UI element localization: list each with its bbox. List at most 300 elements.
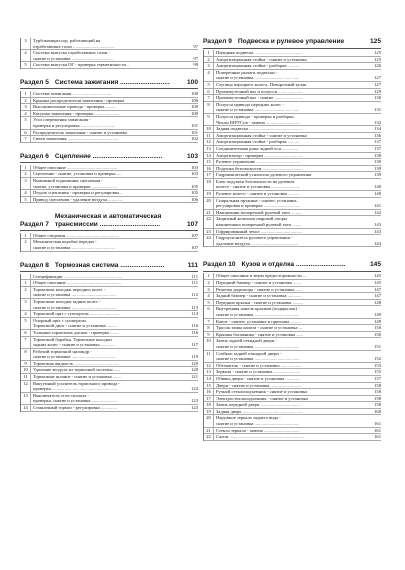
entry-page: 143 (374, 222, 381, 228)
section-title: Кузов и отделка ........................... (241, 261, 346, 269)
entry-number: 22 (204, 434, 214, 440)
entry-page: 142 (374, 209, 381, 215)
entry-title: Опорный щит с суппортом. Тормозной диск - снятие и установка ......... (33, 317, 118, 329)
toc-entry (204, 383, 381, 390)
entry-title: Полуоси привода передних колес - снятие и установка ....................................... (216, 101, 300, 113)
entry-page: 141 (374, 203, 381, 209)
entry-number: 8 (21, 349, 31, 360)
entry-page: 129 (374, 88, 381, 94)
entry-title: Замок задней откидной двери - снятие и установка ....................................... (216, 338, 300, 349)
entry-title: Наконечник поперечной рулевой тяги ......... (216, 209, 302, 215)
entry-page: 137 (374, 139, 381, 145)
entry-title: Капот - снятие, установка и пригонка ......... (216, 318, 301, 324)
entry-page: 116 (191, 323, 198, 329)
toc-entry (21, 190, 198, 197)
toc-entry (21, 197, 198, 204)
toc-entry (204, 287, 381, 294)
section-title: Тормозная система ........................ (54, 261, 165, 269)
toc-entry (21, 62, 198, 69)
entry-number: 19 (204, 409, 214, 415)
entry-page: 137 (374, 145, 381, 151)
entry-title: Механическая коробка передач - снятие и установка ...................................... (33, 239, 116, 250)
toc-entry (204, 280, 381, 287)
entry-title: Блок подушки безопасности на рулевом колесе - снятие и установка ......................... (216, 178, 300, 190)
entry-number: 11 (204, 133, 214, 139)
toc-section (203, 261, 381, 440)
entry-page: 112 (191, 292, 198, 298)
entry-page: 143 (374, 228, 381, 234)
entry-number: 6 (21, 130, 31, 136)
section-heading (203, 38, 381, 49)
entry-page: 149 (374, 318, 381, 324)
entry-page: 158 (374, 382, 381, 388)
toc-entry (21, 111, 198, 118)
right-column (203, 38, 381, 451)
entry-title: Тормозной щит с суппортом .......................... (33, 311, 120, 317)
toc-entry (204, 409, 381, 416)
entry-number: 23 (204, 229, 214, 235)
toc-entry (21, 233, 198, 240)
entry-title: Зеркала - снятие и установка ....................... (216, 369, 301, 375)
entry-page: 119 (191, 354, 198, 360)
section-entries (20, 274, 198, 412)
toc-entry (204, 191, 381, 198)
entry-page: 158 (374, 395, 381, 401)
toc-entry (204, 389, 381, 396)
entry-title: Система выпуска отработавших газов - снятие и установка .................................... (33, 50, 113, 61)
entry-title: Передняя подвеска .......................................... (216, 50, 303, 55)
entry-number: 24 (204, 235, 214, 246)
toc-section (20, 262, 198, 412)
entry-title: Выключатель стоп-сигнала - проверка, снятие и установка ...................... (33, 392, 117, 404)
toc-entry (21, 393, 198, 405)
entry-title: Педаль сцепления - проверка и регулировка .. (33, 190, 123, 196)
toc-entry (21, 136, 198, 143)
entry-title: Амортизационная стойка - разборка .......... (216, 139, 300, 145)
entry-page: 99 (193, 62, 198, 68)
entry-number: 2 (204, 280, 214, 286)
entry-page: 131 (374, 107, 381, 113)
entry-title: Рулевое управление ...................................... (216, 159, 300, 165)
entry-page: 147 (374, 286, 381, 292)
entry-title: Поперечные рычаги подвески - снятие и установка ....................................... (216, 69, 300, 81)
entry-number: 5 (21, 197, 31, 203)
toc-entry (204, 415, 381, 427)
entry-number: 1 (21, 91, 31, 97)
entry-page: 153 (374, 362, 381, 368)
toc-entry (204, 306, 381, 318)
toc-entry (21, 299, 198, 311)
entry-title: Тросик замка капота - снятие и установка ... (216, 325, 303, 331)
toc-entry (204, 369, 381, 376)
toc-entry (204, 396, 381, 403)
section-page: 103 (186, 152, 198, 160)
toc-entry (21, 98, 198, 105)
entry-number: 14 (204, 153, 214, 159)
entry-number: 21 (204, 210, 214, 216)
toc-entry (204, 102, 381, 114)
entry-title: Стойкоп задней откидной двери - снятие и установка ....................................... (216, 350, 300, 362)
toc-entry (204, 89, 381, 96)
toc-entry (21, 239, 198, 251)
entry-page: 158 (374, 402, 381, 408)
section-number: Раздел 9 (203, 38, 232, 45)
entry-number: 12 (204, 363, 214, 369)
entry-page: 100 (191, 110, 198, 116)
toc-entry (204, 402, 381, 409)
toc-entry (204, 63, 381, 70)
entry-page: 97 (193, 43, 198, 49)
entry-title: Удаление воздуха из тормозной системы ...... (33, 367, 121, 373)
entry-title: Подушка безопасности ................................... (216, 165, 303, 171)
entry-page: 161 (374, 434, 381, 440)
entry-number: 7 (204, 95, 214, 101)
entry-number: 5 (204, 82, 214, 88)
entry-title: Наружное зеркало заднего вида - снятие и установка ....................................... (216, 415, 300, 427)
toc-entry (21, 280, 198, 287)
entry-number: 2 (21, 287, 31, 298)
entry-title: Задний бампер - снятие и установка ............ (216, 293, 302, 299)
entry-number: 2 (21, 98, 31, 104)
entry-number: 21 (204, 428, 214, 434)
entry-number: 9 (204, 332, 214, 338)
toc-entry (21, 381, 198, 393)
toc-entry (21, 165, 198, 172)
entry-number: 9 (21, 361, 31, 367)
entry-number: 4 (21, 190, 31, 196)
entry-title: Обтекатель - снятие и установка .................. (216, 362, 302, 368)
toc-entry (204, 166, 381, 173)
toc-entry (204, 376, 381, 383)
entry-title: Крышка багажника - снятие и установка ...... (216, 331, 304, 337)
toc-entry (21, 178, 198, 190)
entry-number: 8 (204, 325, 214, 331)
entry-page: 126 (374, 63, 381, 69)
entry-title: Замок передней двери ................................... (216, 402, 301, 408)
entry-page: 158 (374, 389, 381, 395)
toc-entry (21, 367, 198, 374)
entry-title: Спиральная пружина - снятие, установка, регулировка и проверка ................................ (216, 197, 301, 209)
entry-title: Амортизационная стойка - снятие и установка (216, 56, 307, 62)
entry-title: Система зажигания .................................. (33, 90, 112, 96)
entry-title: Решетка радиатора - снятие и установка ...... (216, 286, 303, 292)
entry-title: Выжимной подшипник сцепления - снятие, установка и проверка ...................... (33, 177, 117, 189)
entry-number: 5 (204, 300, 214, 306)
toc-entry (21, 311, 198, 318)
entry-title: Общее описание ............................................... (33, 280, 121, 286)
entry-page: 148 (374, 299, 381, 305)
toc-entry (204, 273, 381, 280)
entry-title: Защитный колпачок шаровой опоры наконечника поперечной рулевой тяги ........ (216, 216, 302, 228)
section-number: Раздел 5 (20, 78, 49, 86)
entry-number: 9 (204, 114, 214, 125)
toc-entry (204, 338, 381, 350)
entry-page: 106 (191, 196, 198, 202)
entry-page: 122 (191, 386, 198, 392)
toc-entry (21, 337, 198, 349)
entry-title: Амортизационная стойка - снятие и установка (216, 132, 307, 138)
toc-entry (204, 70, 381, 82)
entry-title: Передний бампер - снятие и установка ....... (216, 280, 302, 285)
toc-entry (204, 332, 381, 339)
toc-entry (204, 153, 381, 160)
section-number: Раздел 6 (20, 152, 49, 160)
entry-page: 121 (191, 374, 198, 380)
entry-page: 123 (191, 405, 198, 411)
entry-title: Толщина тормозных дисков - проверка ....... (33, 329, 119, 335)
toc-section (20, 79, 198, 143)
entry-number: 8 (204, 102, 214, 113)
entry-page: 120 (191, 367, 198, 373)
entry-page: 117 (191, 342, 198, 348)
entry-title: Ручной стеклоподъемник - снятие и установка (216, 389, 308, 395)
continued-entries (20, 38, 198, 69)
entry-number: 5 (21, 117, 31, 128)
entry-page: 150 (374, 331, 381, 337)
entry-number: 2 (204, 57, 214, 63)
section-entries (20, 165, 198, 204)
entry-page: 161 (374, 427, 381, 433)
section-entries (20, 233, 198, 252)
entry-page: 132 (374, 119, 381, 125)
entry-title: Общее описание ............................................ (33, 164, 118, 170)
entry-page: 113 (191, 304, 198, 310)
entry-title: Стекло зеркала - замена ............................... (216, 427, 300, 433)
entry-page: 161 (374, 421, 381, 427)
toc-entry (204, 351, 381, 363)
entry-page: 127 (374, 81, 381, 87)
entry-title: Катушка зажигания - проверка ...................... (33, 110, 120, 116)
entry-number: 16 (204, 389, 214, 395)
entry-page: 157 (374, 375, 381, 381)
entry-title: Свечи зажигания ............................................ (33, 136, 119, 142)
toc-section (20, 153, 198, 204)
entry-page: 101 (191, 122, 198, 128)
entry-page: 139 (374, 172, 381, 178)
toc-entry (204, 146, 381, 153)
entry-number: 16 (204, 166, 214, 172)
toc-entry (204, 179, 381, 191)
entry-title: Соединительная рама задней оси .............. (216, 145, 299, 151)
entry-page: 140 (374, 184, 381, 190)
toc-entry (204, 50, 381, 57)
entry-title: Тормозные колодки передних колес - снятие и установка ....................................... (33, 286, 117, 298)
entry-page: 125 (374, 50, 381, 55)
entry-number: 14 (21, 405, 31, 411)
entry-number: 6 (204, 306, 214, 317)
toc-entry (21, 274, 198, 281)
entry-number: 4 (204, 293, 214, 299)
entry-number: 19 (204, 191, 214, 197)
entry-title: Высоковольтные провода - проверка ......... (33, 104, 116, 110)
entry-page: 105 (191, 190, 198, 196)
entry-page: 97 (193, 55, 198, 61)
toc-entry (204, 235, 381, 247)
entry-number: 7 (21, 337, 31, 348)
entry-title: Обивка двери - снятие и установка ............. (216, 375, 301, 381)
section-heading (20, 79, 198, 90)
toc-entry (21, 287, 198, 299)
section-heading (203, 261, 381, 272)
entry-page: 125 (374, 56, 381, 62)
entry-number: 13 (21, 393, 31, 404)
entry-number: 20 (204, 415, 214, 426)
entry-number: 1 (21, 233, 31, 239)
toc-entry (204, 159, 381, 166)
entry-page: 116 (191, 329, 198, 335)
entry-number: 12 (204, 139, 214, 145)
entry-number: 4 (21, 311, 31, 317)
section-page: 100 (186, 78, 198, 86)
entry-title: Привод сцепления - удаление воздуха ............ (33, 196, 122, 202)
entry-number: 2 (21, 239, 31, 250)
entry-title: Общее описание и меры предосторожности ... (216, 273, 307, 279)
entry-page: 147 (374, 293, 381, 299)
entry-number: 1 (21, 280, 31, 286)
entry-page: 145 (374, 273, 381, 279)
toc-entry (204, 198, 381, 210)
entry-number: 15 (204, 383, 214, 389)
entry-number: 15 (204, 159, 214, 165)
entry-page: 151 (374, 343, 381, 349)
entry-title: Внутренняя панель крыльев (подкрылок) - снятие и установка ....................................... (216, 306, 300, 317)
entry-number: 3 (21, 299, 31, 310)
entry-page: 155 (374, 369, 381, 375)
section-entries (203, 273, 381, 440)
entry-number: 10 (21, 367, 31, 373)
entry-title: Рулевое колесо - снятие и установка .......... (216, 191, 300, 197)
entry-title: Промежуточный вал - снятие ........................ (216, 95, 302, 101)
toc-entry (21, 50, 198, 62)
toc-section (20, 213, 198, 251)
entry-number (21, 274, 31, 280)
entry-page: 114 (191, 311, 198, 317)
entry-number: 4 (21, 111, 31, 117)
toc-entry (204, 133, 381, 140)
entry-title: Тормозные колодки задних колес - снятие и установка ....................................... (33, 298, 117, 310)
toc-entry (204, 57, 381, 64)
entry-number: 1 (21, 165, 31, 171)
entry-title: Промежуточный вал и полуоси ...................... (216, 88, 304, 94)
toc-entry (204, 126, 381, 133)
section-page: 107 (186, 220, 198, 228)
entry-page: 103 (191, 171, 198, 177)
entry-page: 101 (191, 129, 198, 135)
toc-entry (21, 91, 198, 98)
toc-entry (204, 293, 381, 300)
toc-entry (204, 114, 381, 126)
entry-page: 152 (374, 356, 381, 362)
entry-title: Турбокомпрессор, работающий на отработавших газах .................................... (33, 38, 115, 49)
section-number: Раздел 7 (20, 220, 49, 228)
entry-number: 10 (204, 126, 214, 132)
toc-entry (21, 318, 198, 330)
toc-entry (204, 319, 381, 326)
entry-number: 11 (204, 351, 214, 362)
entry-number: 18 (204, 402, 214, 408)
entry-page: 150 (374, 325, 381, 331)
entry-title: Гофрированный чехол .................................... (216, 228, 303, 234)
entry-page: 103 (191, 164, 198, 170)
entry-page: 140 (374, 191, 381, 197)
entry-page: 100 (191, 97, 198, 103)
toc-entry (21, 104, 198, 111)
entry-title: Спецификации ................................................... (33, 273, 123, 279)
entry-number: 10 (204, 338, 214, 349)
section-title: Система зажигания ........................... (54, 78, 170, 86)
toc-entry (204, 300, 381, 307)
toc-entry (204, 428, 381, 435)
section-heading (20, 213, 198, 231)
entry-number: 6 (204, 89, 214, 95)
entry-number: 3 (21, 104, 31, 110)
entry-title: Угол опережения зажигания - проверка и регулировка .............................. (33, 117, 116, 128)
section-number: Раздел 10 (203, 261, 236, 269)
entry-page: 102 (191, 136, 198, 142)
toc-entry (204, 434, 381, 441)
entry-page: 107 (191, 232, 198, 238)
entry-number: 11 (21, 374, 31, 380)
entry-page: 111 (191, 273, 198, 279)
entry-number: 4 (204, 70, 214, 81)
entry-title: Тормозной барабан. Тормозные колодки задних колес - снятие и установка ............. (33, 336, 116, 348)
entry-number: 17 (204, 172, 214, 178)
entry-number: 14 (204, 376, 214, 382)
entry-title: Амортизатор - проверка .................................. (216, 152, 304, 158)
toc-entry (21, 130, 198, 137)
entry-title: Салон ................................................................. (216, 434, 304, 440)
entry-number: 2 (21, 171, 31, 177)
toc-entry (21, 405, 198, 412)
section-number: Раздел 8 (20, 261, 49, 269)
entry-title: Гидроусилитель рулевого управления - удаление воздуха ......................................... (216, 235, 299, 246)
entry-number: 5 (21, 318, 31, 329)
toc-entry (204, 363, 381, 370)
entry-title: Полуоси привода - проверка и разборка. Чехлы ШРУСов - замена .............................. (216, 113, 301, 125)
entry-number: 1 (204, 273, 214, 279)
entry-page: 145 (374, 280, 381, 285)
section-page: 125 (369, 38, 381, 45)
entry-title: Задняя подвеска .............................................. (216, 126, 302, 132)
toc-entry (204, 325, 381, 332)
entry-page: 123 (191, 398, 198, 404)
entry-number: 12 (21, 381, 31, 392)
entry-page: 111 (191, 280, 198, 286)
entry-title: Задняя дверь ..................................................... (216, 408, 304, 414)
entry-number: 13 (204, 369, 214, 375)
entry-page: 136 (374, 132, 381, 138)
entry-number: 7 (21, 136, 31, 142)
toc-entry (204, 210, 381, 217)
toc-entry (21, 171, 198, 178)
section-title: Механическая и автоматическая трансмиссии ................................. (54, 213, 162, 228)
entry-number: 3 (204, 287, 214, 293)
toc-entry (21, 38, 198, 50)
section-title: Подвеска и рулевое управление (237, 38, 345, 45)
section-entries (20, 91, 198, 143)
section-heading (20, 153, 198, 164)
section-title: Сцепление ...................................... (54, 152, 163, 160)
entry-title: Тормозная жидкость ....................................... (33, 360, 120, 366)
toc-entry (21, 349, 198, 361)
entry-number: 5 (21, 62, 31, 68)
toc-entry (21, 361, 198, 368)
entry-number: 4 (21, 50, 31, 61)
entry-title: Тормозные шланги - снятие и установка ....... (33, 374, 121, 380)
entry-number: 1 (204, 50, 214, 56)
entry-page: 139 (374, 165, 381, 171)
entry-page: 139 (374, 159, 381, 165)
